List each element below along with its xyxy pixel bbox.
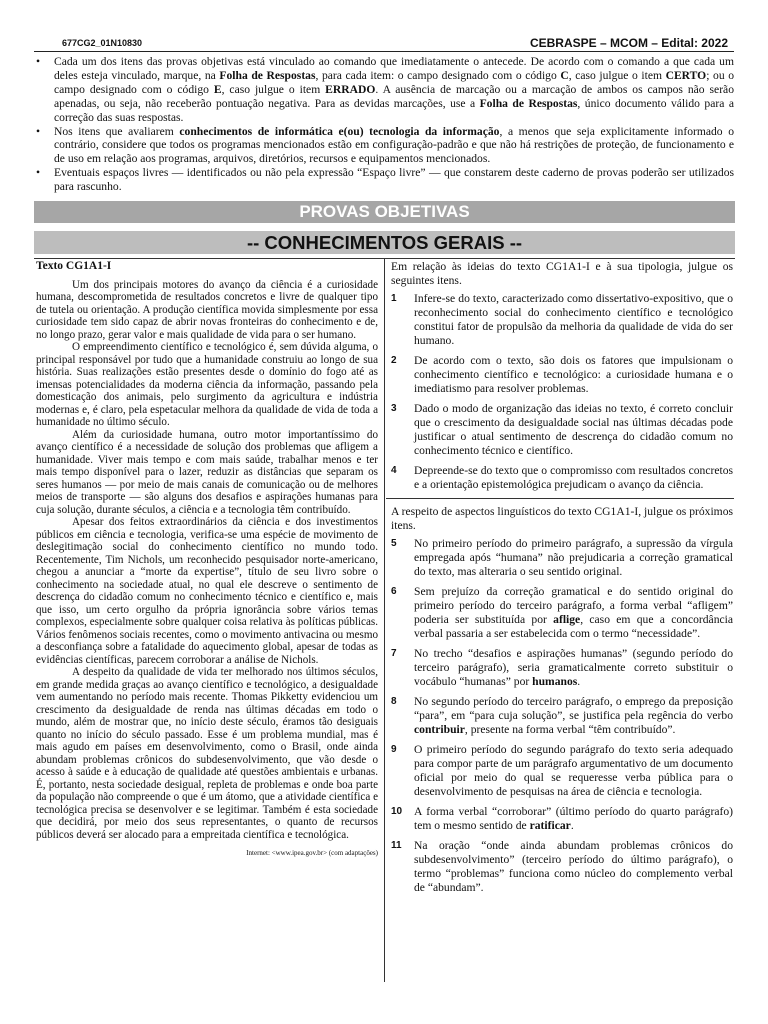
question-number: 9 (391, 744, 397, 755)
text-source: Internet: <www.ipea.gov.br> (com adaptações) (246, 849, 378, 857)
text-paragraph: Apesar dos feitos extraordinários da ciência e dos investimentos públicos em ciência e tecnologia, verifica-se uma espécie de movimento de deslegitimação social do conhecimento científico no mundo todo. Recentemente, Tim Nichols, um reconhecido pesquisador norte-americano, chegou a anunciar a “morte da expertise”, título de seu livro sobre o conhecimento na sociedade atual, no qual ele descreve o sentimento de descrença do cidadão comum no conhecimento técnico e científico e, mais que isso, um certo orgulho da própria ignorância sobre vários temas complexos, especialmente sobre qualquer coisa relativa às políticas públicas. Vários fenômenos sociais recentes, como o movimento antivacina ou mesmo a desconfiança sobre a fatalidade do aquecimento global, apesar de todas as evidências científicas, parecem corroborar a análise de Nichols. (36, 516, 378, 666)
question-item: 8 No segundo período do terceiro parágrafo, o emprego da preposição “para”, em “para cuja solução”, se justifica pela regência do verbo contribuir, presente na forma verbal “têm contribuído”. (391, 695, 733, 736)
right-top-rule (385, 258, 735, 259)
question-item: 10 A forma verbal “corroborar” (último período do quarto parágrafo) tem o mesmo sentido de ratificar. (391, 805, 733, 832)
section-band-provas-objetivas: PROVAS OBJETIVAS (34, 201, 735, 223)
section-band-conhecimentos-gerais: -- CONHECIMENTOS GERAIS -- (34, 231, 735, 254)
question-number: 7 (391, 648, 397, 659)
question-number: 1 (391, 293, 397, 304)
question-number: 10 (391, 806, 403, 817)
text-paragraph: Além da curiosidade humana, outro motor importantíssimo do avanço científico é a necessidade de solução dos problemas que afligem a humanidade. Viver mais tempo e com mais saúde, trabalhar menos e ter mais tempo disponível para o lazer, reduzir as distâncias que separam os seres humanos — por meio de mais canais de comunicação ou de melhores meios de transporte — são alguns dos desafios e aspirações humanas para cuja solução, durante séculos, a ciência e a tecnologia têm contribuído. (36, 428, 378, 516)
instruction-item: • Cada um dos itens das provas objetivas está vinculado ao comando que imediatamente o antecede. De acordo com o comando a que cada um deles esteja vinculado, marque, na Folha de Respostas, para cada item: o campo designado com o código C, caso julgue o item CERTO; ou o campo designado com o código E, caso julgue o item ERRADO. A ausência de marcação ou a marcação de ambos os campos não serão apenadas, ou seja, não receberão pontuação negativa. Para as devidas marcações, use a Folha de Respostas, único documento válido para a correção das suas respostas. (34, 55, 734, 125)
text-paragraph: A despeito da qualidade de vida ter melhorado nos últimos séculos, em grande medida graças ao avanço científico e tecnológico, a desigualdade vem aumentando no período mais recente. Thomas Pikketty evidenciou um crescimento da desigualdade de renda nas últimas décadas em todo o mundo, além de mostrar que, no início deste século, éramos tão desiguais quanto no início do século passado. Esse é um problema mundial, mas é mais agudo em países em desenvolvimento, como o Brasil, onde ainda abundam problemas crônicos do subdesenvolvimento, que vão desde o acesso à saúde e à educação de qualidade até questões ambientais e urbanas. É, portanto, nesta sociedade desigual, repleta de problemas e onde boa parte da população não compreende o que é um átomo, que a atividade científica e tecnológica precisa se desenvolver e se legitimar. Também é esta sociedade que decidirá, por meio dos seus representantes, o quanto de recursos públicos deverá ser alocado para a empreitada científica e tecnológica. (36, 666, 378, 841)
question-item: 7 No trecho “desafios e aspirações humanas” (segundo período do terceiro parágrafo), seria gramaticalmente correto substituir o vocábulo “humanas” por humanos. (391, 647, 733, 688)
column-divider (384, 258, 385, 982)
question-item: 4 Depreende-se do texto que o compromisso com resultados concretos e a orientação epistemológica prejudicam o avanço da ciência. (391, 464, 733, 491)
question-number: 2 (391, 355, 397, 366)
reading-text (36, 260, 378, 860)
header-exam-title: CEBRASPE – MCOM – Edital: 2022 (529, 36, 728, 50)
question-number: 6 (391, 586, 397, 597)
text-title: Texto CG1A1-I (36, 260, 112, 272)
question-item: 3 Dado o modo de organização das ideias no texto, é correto concluir que o crescimento da desigualdade social nas últimas décadas pode justificar o atual sentimento de descrença do cidadão comum no conhecimento técnico e científico. (391, 402, 733, 457)
question-number: 8 (391, 696, 397, 707)
section-divider (386, 498, 734, 499)
text-paragraph: Um dos principais motores do avanço da ciência é a curiosidade humana, descomprometida de resultados concretos e livre de qualquer tipo de tutela ou orientação. A produção científica movida simplesmente por essa curiosidade tem sido capaz de abrir novas fronteiras do conhecimento e de, no longo prazo, gerar valor e mais qualidade de vida para o ser humano. (36, 278, 378, 341)
question-number: 4 (391, 465, 397, 476)
question-item: 2 De acordo com o texto, são dois os fatores que impulsionam o conhecimento científico e tecnológico: a curiosidade humana e o imediatismo para resolver problemas. (391, 354, 733, 395)
questions-column (391, 260, 733, 901)
section1-intro: Em relação às ideias do texto CG1A1-I e à sua tipologia, julgue os seguintes itens. (391, 260, 733, 287)
question-number: 11 (391, 840, 402, 851)
instruction-item: • Nos itens que avaliarem conhecimentos de informática e(ou) tecnologia da informação, a menos que seja explicitamente informado o contrário, considere que todos os programas mencionados estão em configuração-padrão e que não há restrições de proteção, de funcionamento e de uso em relação aos programas, arquivos, diretórios, recursos e equipamentos mencionados. (34, 125, 734, 167)
question-number: 5 (391, 538, 397, 549)
header-divider (34, 51, 734, 52)
question-item: 5 No primeiro período do primeiro parágrafo, a supressão da vírgula empregada após “humana” não prejudicaria a correção gramatical do texto, mas alteraria o seu sentido original. (391, 537, 733, 578)
question-item: 11 Na oração “onde ainda abundam problemas crônicos do subdesenvolvimento” (terceiro período do último parágrafo), o termo “problemas” funciona como núcleo do complemento verbal de “abundam”. (391, 839, 733, 894)
question-item: 6 Sem prejuízo da correção gramatical e do sentido original do primeiro período do terceiro parágrafo, a forma verbal “afligem” poderia ser substituída por aflige, caso em que a concordância verbal passaria a ser estabelecida com o termo “necessidade”. (391, 585, 734, 640)
instructions (34, 55, 734, 194)
question-item: 9 O primeiro período do segundo parágrafo do texto seria adequado para compor parte de um parágrafo argumentativo de um documento oficial por meio do qual se requeresse verba pública para o desenvolvimento de pesquisas na área de ciência e tecnologia. (391, 743, 733, 798)
section2-intro: A respeito de aspectos linguísticos do texto CG1A1-I, julgue os próximos itens. (391, 505, 733, 532)
instruction-item: • Eventuais espaços livres — identificados ou não pela expressão “Espaço livre” — que constarem deste caderno de provas poderão ser utilizados para rascunho. (34, 166, 734, 194)
question-number: 3 (391, 403, 397, 414)
header-code: 677CG2_01N10830 (62, 38, 143, 48)
question-item: 1 Infere-se do texto, caracterizado como dissertativo-expositivo, que o reconhecimento social do conhecimento científico e tecnológico constitui fator de propulsão da melhoria da qualidade de vida do ser humano. (391, 292, 733, 347)
left-top-rule (34, 258, 384, 259)
text-paragraph: O empreendimento científico e tecnológico é, sem dúvida alguma, o principal responsável por tudo que a humanidade construiu ao longo de sua história. Suas realizações estão presentes desde o domínio do fogo até as imensas potencialidades da moderna ciência da informação, passando pela domesticação dos animais, pelo surgimento da agricultura e indústria modernas e, é claro, pela espetacular melhora da qualidade de vida de toda a humanidade no último século. (36, 341, 378, 428)
